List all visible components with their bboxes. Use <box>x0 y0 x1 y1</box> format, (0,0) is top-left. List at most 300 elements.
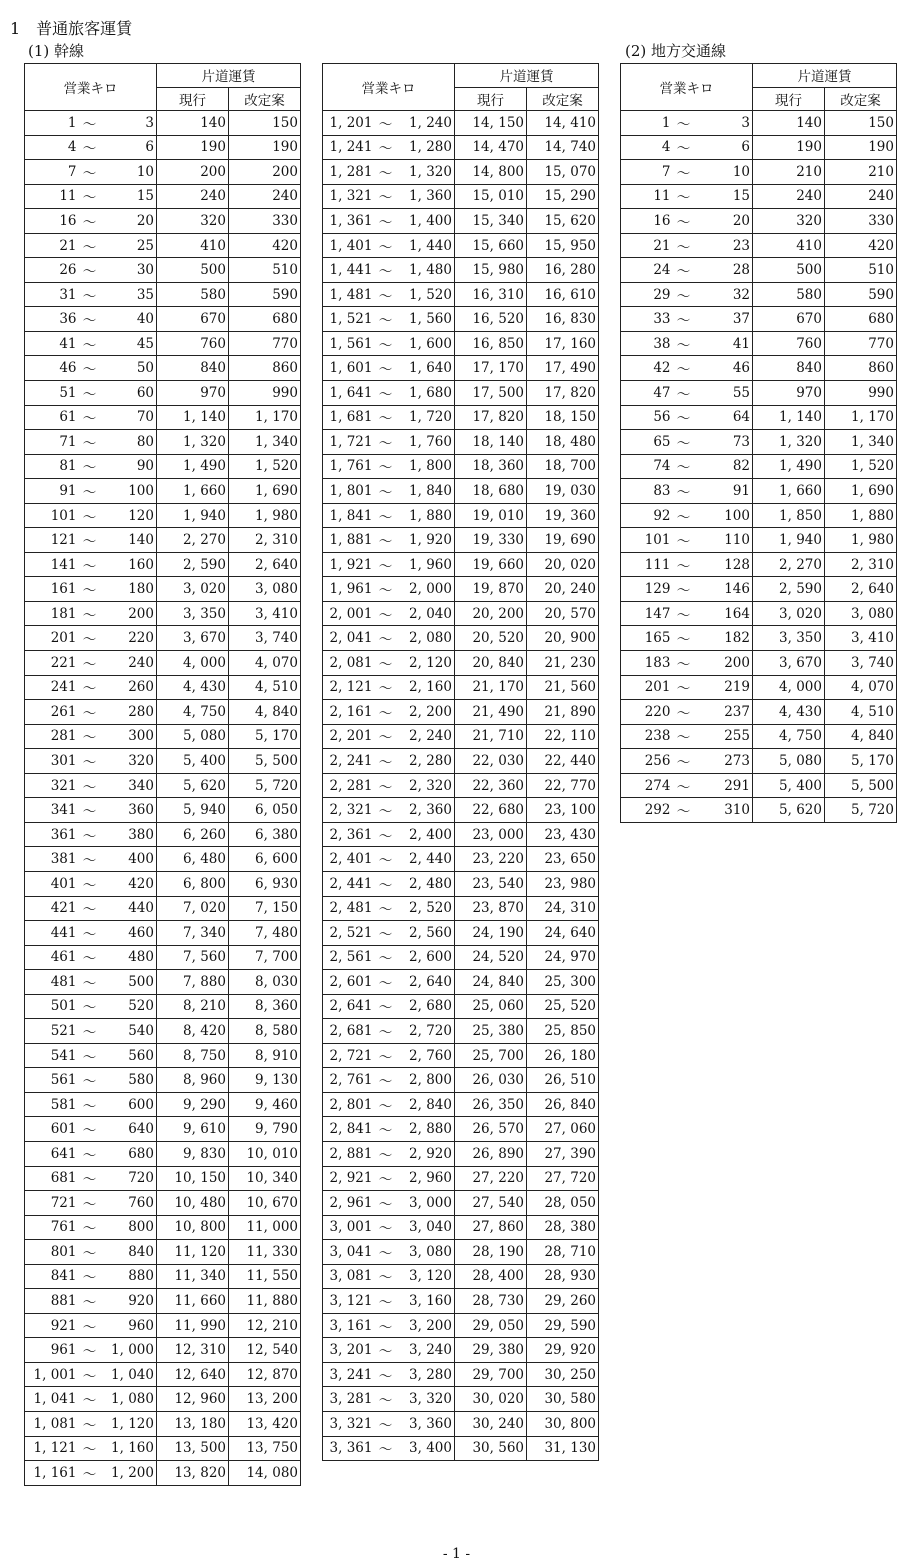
km-to: 1, 280 <box>397 135 455 160</box>
tilde: 〜 <box>375 1436 397 1461</box>
header-fare: 片道運賃 <box>157 64 301 88</box>
km-from: 238 <box>621 724 673 749</box>
fare-current: 22, 030 <box>455 749 527 774</box>
fare-proposed: 28, 050 <box>527 1191 599 1216</box>
table-row <box>323 626 599 651</box>
km-from: 11 <box>621 184 673 209</box>
km-from: 36 <box>25 307 79 332</box>
fare-proposed: 28, 380 <box>527 1215 599 1240</box>
km-to: 1, 960 <box>397 552 455 577</box>
table-row <box>621 233 897 258</box>
tilde: 〜 <box>79 528 101 553</box>
km-to: 41 <box>695 331 753 356</box>
fare-proposed: 860 <box>229 356 301 381</box>
km-from: 221 <box>25 651 79 676</box>
km-to: 360 <box>101 798 157 823</box>
tilde: 〜 <box>375 160 397 185</box>
km-to: 100 <box>101 479 157 504</box>
fare-current: 11, 660 <box>157 1289 229 1314</box>
fare-table-trunk-2 <box>322 63 599 1461</box>
km-from: 2, 121 <box>323 675 375 700</box>
km-from: 561 <box>25 1068 79 1093</box>
fare-current: 16, 850 <box>455 331 527 356</box>
km-to: 1, 320 <box>397 160 455 185</box>
km-from: 1, 281 <box>323 160 375 185</box>
tilde: 〜 <box>673 258 695 283</box>
fare-proposed: 15, 070 <box>527 160 599 185</box>
tilde: 〜 <box>79 1387 101 1412</box>
km-to: 6 <box>695 135 753 160</box>
fare-current: 5, 080 <box>157 724 229 749</box>
fare-proposed: 26, 180 <box>527 1043 599 1068</box>
km-from: 47 <box>621 381 673 406</box>
table-row <box>25 233 301 258</box>
fare-current: 24, 520 <box>455 945 527 970</box>
fare-proposed: 24, 310 <box>527 896 599 921</box>
km-to: 840 <box>101 1240 157 1265</box>
km-to: 1, 000 <box>101 1338 157 1363</box>
km-to: 680 <box>101 1141 157 1166</box>
tilde: 〜 <box>673 184 695 209</box>
fare-current: 10, 150 <box>157 1166 229 1191</box>
fare-current: 25, 380 <box>455 1019 527 1044</box>
km-from: 2, 481 <box>323 896 375 921</box>
fare-current: 1, 140 <box>753 405 825 430</box>
fare-current: 320 <box>157 209 229 234</box>
fare-current: 1, 660 <box>753 479 825 504</box>
fare-proposed: 24, 640 <box>527 921 599 946</box>
km-to: 240 <box>101 651 157 676</box>
table-row <box>323 331 599 356</box>
tilde: 〜 <box>79 111 101 136</box>
table-row <box>621 135 897 160</box>
table-row <box>25 552 301 577</box>
fare-current: 12, 310 <box>157 1338 229 1363</box>
km-to: 480 <box>101 945 157 970</box>
table-row <box>323 822 599 847</box>
fare-proposed: 4, 510 <box>229 675 301 700</box>
fare-proposed: 17, 160 <box>527 331 599 356</box>
km-from: 601 <box>25 1117 79 1142</box>
fare-current: 4, 000 <box>157 651 229 676</box>
table-row <box>25 1068 301 1093</box>
table-row <box>323 405 599 430</box>
tilde: 〜 <box>79 1191 101 1216</box>
table-row <box>323 896 599 921</box>
km-from: 16 <box>621 209 673 234</box>
table-row <box>621 651 897 676</box>
km-from: 1, 441 <box>323 258 375 283</box>
fare-proposed: 15, 620 <box>527 209 599 234</box>
table-row <box>25 1141 301 1166</box>
km-to: 560 <box>101 1043 157 1068</box>
km-from: 256 <box>621 749 673 774</box>
fare-proposed: 1, 880 <box>825 503 897 528</box>
tilde: 〜 <box>673 356 695 381</box>
table-row <box>621 675 897 700</box>
table-row <box>621 577 897 602</box>
tilde: 〜 <box>79 1313 101 1338</box>
fare-proposed: 770 <box>229 331 301 356</box>
km-from: 1, 241 <box>323 135 375 160</box>
km-from: 26 <box>25 258 79 283</box>
fare-proposed: 11, 550 <box>229 1264 301 1289</box>
tilde: 〜 <box>375 430 397 455</box>
tilde: 〜 <box>375 503 397 528</box>
tilde: 〜 <box>375 601 397 626</box>
fare-current: 6, 800 <box>157 871 229 896</box>
fare-proposed: 1, 170 <box>825 405 897 430</box>
km-to: 320 <box>101 749 157 774</box>
km-to: 400 <box>101 847 157 872</box>
tilde: 〜 <box>673 381 695 406</box>
km-to: 2, 520 <box>397 896 455 921</box>
km-from: 3, 081 <box>323 1264 375 1289</box>
fare-current: 10, 480 <box>157 1191 229 1216</box>
km-to: 440 <box>101 896 157 921</box>
tilde: 〜 <box>79 135 101 160</box>
fare-current: 3, 350 <box>753 626 825 651</box>
table-row <box>25 528 301 553</box>
fare-current: 23, 220 <box>455 847 527 872</box>
fare-current: 970 <box>157 381 229 406</box>
fare-current: 30, 020 <box>455 1387 527 1412</box>
fare-current: 410 <box>157 233 229 258</box>
km-to: 60 <box>101 381 157 406</box>
tilde: 〜 <box>79 1141 101 1166</box>
table-row <box>25 1362 301 1387</box>
fare-current: 25, 060 <box>455 994 527 1019</box>
fare-current: 1, 490 <box>157 454 229 479</box>
tilde: 〜 <box>375 1141 397 1166</box>
km-to: 32 <box>695 282 753 307</box>
fare-current: 30, 560 <box>455 1436 527 1461</box>
table-row <box>25 994 301 1019</box>
km-from: 2, 881 <box>323 1141 375 1166</box>
table-row <box>323 1313 599 1338</box>
km-from: 921 <box>25 1313 79 1338</box>
km-from: 41 <box>25 331 79 356</box>
km-from: 3, 321 <box>323 1411 375 1436</box>
fare-current: 4, 750 <box>753 724 825 749</box>
fare-current: 2, 270 <box>753 552 825 577</box>
km-from: 2, 961 <box>323 1191 375 1216</box>
fare-proposed: 150 <box>229 111 301 136</box>
fare-current: 5, 940 <box>157 798 229 823</box>
fare-proposed: 23, 430 <box>527 822 599 847</box>
fare-proposed: 4, 070 <box>229 651 301 676</box>
fare-current: 26, 890 <box>455 1141 527 1166</box>
fare-proposed: 14, 410 <box>527 111 599 136</box>
km-from: 341 <box>25 798 79 823</box>
table-row <box>25 1166 301 1191</box>
km-to: 300 <box>101 724 157 749</box>
table-row <box>323 1092 599 1117</box>
km-from: 71 <box>25 430 79 455</box>
km-to: 2, 120 <box>397 651 455 676</box>
tilde: 〜 <box>79 381 101 406</box>
tilde: 〜 <box>375 798 397 823</box>
tilde: 〜 <box>673 405 695 430</box>
tilde: 〜 <box>375 307 397 332</box>
fare-current: 15, 010 <box>455 184 527 209</box>
km-to: 1, 160 <box>101 1436 157 1461</box>
fare-current: 10, 800 <box>157 1215 229 1240</box>
km-from: 220 <box>621 700 673 725</box>
fare-current: 28, 730 <box>455 1289 527 1314</box>
fare-current: 7, 560 <box>157 945 229 970</box>
fare-current: 15, 980 <box>455 258 527 283</box>
fare-proposed: 4, 070 <box>825 675 897 700</box>
table-row <box>323 258 599 283</box>
header-proposed: 改定案 <box>229 87 301 111</box>
tilde: 〜 <box>375 233 397 258</box>
tilde: 〜 <box>79 700 101 725</box>
km-from: 46 <box>25 356 79 381</box>
fare-current: 140 <box>753 111 825 136</box>
table-row <box>621 503 897 528</box>
km-to: 255 <box>695 724 753 749</box>
fare-proposed: 11, 880 <box>229 1289 301 1314</box>
table-row <box>25 896 301 921</box>
km-to: 219 <box>695 675 753 700</box>
km-to: 1, 120 <box>101 1411 157 1436</box>
table-row <box>323 1436 599 1461</box>
km-to: 1, 680 <box>397 381 455 406</box>
fare-proposed: 4, 510 <box>825 700 897 725</box>
tilde: 〜 <box>79 577 101 602</box>
tilde: 〜 <box>375 1338 397 1363</box>
fare-current: 2, 270 <box>157 528 229 553</box>
tilde: 〜 <box>375 1313 397 1338</box>
table-row <box>25 700 301 725</box>
fare-proposed: 770 <box>825 331 897 356</box>
km-from: 21 <box>25 233 79 258</box>
tilde: 〜 <box>79 1215 101 1240</box>
header-km: 営業キロ <box>25 64 157 111</box>
fare-current: 8, 210 <box>157 994 229 1019</box>
fare-proposed: 25, 300 <box>527 970 599 995</box>
table-row <box>621 773 897 798</box>
table-row <box>323 1141 599 1166</box>
km-to: 760 <box>101 1191 157 1216</box>
fare-proposed: 990 <box>229 381 301 406</box>
km-from: 2, 721 <box>323 1043 375 1068</box>
km-to: 3, 280 <box>397 1362 455 1387</box>
fare-proposed: 16, 610 <box>527 282 599 307</box>
km-to: 280 <box>101 700 157 725</box>
fare-current: 18, 680 <box>455 479 527 504</box>
table-row <box>323 1362 599 1387</box>
km-to: 237 <box>695 700 753 725</box>
tilde: 〜 <box>79 896 101 921</box>
km-to: 640 <box>101 1117 157 1142</box>
km-to: 3, 200 <box>397 1313 455 1338</box>
km-from: 29 <box>621 282 673 307</box>
fare-proposed: 3, 080 <box>825 601 897 626</box>
km-to: 3 <box>101 111 157 136</box>
km-to: 146 <box>695 577 753 602</box>
km-from: 183 <box>621 651 673 676</box>
fare-proposed: 11, 330 <box>229 1240 301 1265</box>
tilde: 〜 <box>673 700 695 725</box>
fare-proposed: 26, 840 <box>527 1092 599 1117</box>
fare-proposed: 590 <box>825 282 897 307</box>
km-from: 2, 241 <box>323 749 375 774</box>
km-to: 80 <box>101 430 157 455</box>
km-to: 1, 840 <box>397 479 455 504</box>
table-row <box>25 135 301 160</box>
fare-proposed: 330 <box>229 209 301 234</box>
tilde: 〜 <box>79 1436 101 1461</box>
table-row <box>25 1289 301 1314</box>
tilde: 〜 <box>375 1092 397 1117</box>
table-row <box>323 552 599 577</box>
tilde: 〜 <box>375 921 397 946</box>
km-from: 7 <box>621 160 673 185</box>
fare-current: 30, 240 <box>455 1411 527 1436</box>
table-row <box>25 1043 301 1068</box>
fare-proposed: 17, 820 <box>527 381 599 406</box>
km-to: 1, 520 <box>397 282 455 307</box>
km-to: 15 <box>695 184 753 209</box>
table-row <box>621 454 897 479</box>
km-to: 64 <box>695 405 753 430</box>
fare-current: 27, 540 <box>455 1191 527 1216</box>
tilde: 〜 <box>79 1240 101 1265</box>
header-proposed: 改定案 <box>825 87 897 111</box>
table-row <box>323 1166 599 1191</box>
tilde: 〜 <box>79 454 101 479</box>
table-row <box>25 1461 301 1486</box>
table-row <box>25 479 301 504</box>
table-row <box>323 1117 599 1142</box>
tilde: 〜 <box>375 331 397 356</box>
km-to: 380 <box>101 822 157 847</box>
table-row <box>25 577 301 602</box>
fare-current: 1, 660 <box>157 479 229 504</box>
tilde: 〜 <box>375 970 397 995</box>
fare-proposed: 240 <box>229 184 301 209</box>
fare-proposed: 30, 580 <box>527 1387 599 1412</box>
km-to: 3 <box>695 111 753 136</box>
fare-current: 3, 670 <box>753 651 825 676</box>
fare-proposed: 3, 080 <box>229 577 301 602</box>
fare-proposed: 3, 410 <box>229 601 301 626</box>
km-to: 1, 240 <box>397 111 455 136</box>
fare-current: 12, 640 <box>157 1362 229 1387</box>
km-from: 1 <box>621 111 673 136</box>
table-row <box>25 331 301 356</box>
tilde: 〜 <box>79 1338 101 1363</box>
fare-current: 580 <box>753 282 825 307</box>
fare-proposed: 6, 930 <box>229 871 301 896</box>
km-to: 25 <box>101 233 157 258</box>
km-from: 761 <box>25 1215 79 1240</box>
km-to: 2, 680 <box>397 994 455 1019</box>
fare-proposed: 27, 060 <box>527 1117 599 1142</box>
km-from: 4 <box>621 135 673 160</box>
fare-current: 13, 180 <box>157 1411 229 1436</box>
km-from: 1, 681 <box>323 405 375 430</box>
table-row <box>621 282 897 307</box>
tilde: 〜 <box>375 528 397 553</box>
table-row <box>323 1191 599 1216</box>
table-row <box>323 1264 599 1289</box>
table-row <box>323 356 599 381</box>
fare-proposed: 10, 340 <box>229 1166 301 1191</box>
tilde: 〜 <box>375 1068 397 1093</box>
tilde: 〜 <box>375 1289 397 1314</box>
km-to: 340 <box>101 773 157 798</box>
fare-proposed: 14, 740 <box>527 135 599 160</box>
km-from: 1, 121 <box>25 1436 79 1461</box>
fare-current: 19, 870 <box>455 577 527 602</box>
fare-proposed: 1, 340 <box>825 430 897 455</box>
tilde: 〜 <box>673 651 695 676</box>
fare-current: 1, 850 <box>753 503 825 528</box>
km-to: 100 <box>695 503 753 528</box>
table-row <box>323 871 599 896</box>
table-row <box>25 381 301 406</box>
km-from: 31 <box>25 282 79 307</box>
tilde: 〜 <box>79 503 101 528</box>
fare-proposed: 5, 720 <box>825 798 897 823</box>
fare-current: 3, 670 <box>157 626 229 651</box>
table-row <box>323 1215 599 1240</box>
km-to: 91 <box>695 479 753 504</box>
km-to: 45 <box>101 331 157 356</box>
km-to: 3, 400 <box>397 1436 455 1461</box>
km-from: 2, 361 <box>323 822 375 847</box>
km-from: 3, 161 <box>323 1313 375 1338</box>
fare-current: 670 <box>157 307 229 332</box>
fare-proposed: 20, 570 <box>527 601 599 626</box>
km-from: 101 <box>25 503 79 528</box>
tilde: 〜 <box>375 700 397 725</box>
fare-current: 840 <box>753 356 825 381</box>
km-to: 1, 720 <box>397 405 455 430</box>
km-from: 74 <box>621 454 673 479</box>
fare-proposed: 510 <box>825 258 897 283</box>
fare-proposed: 680 <box>825 307 897 332</box>
fare-current: 8, 750 <box>157 1043 229 1068</box>
table-row <box>25 282 301 307</box>
km-to: 2, 280 <box>397 749 455 774</box>
km-to: 90 <box>101 454 157 479</box>
fare-proposed: 14, 080 <box>229 1461 301 1486</box>
km-from: 65 <box>621 430 673 455</box>
km-to: 880 <box>101 1264 157 1289</box>
fare-current: 23, 000 <box>455 822 527 847</box>
tilde: 〜 <box>375 847 397 872</box>
fare-current: 240 <box>157 184 229 209</box>
tilde: 〜 <box>673 111 695 136</box>
km-to: 200 <box>695 651 753 676</box>
km-from: 2, 081 <box>323 651 375 676</box>
tilde: 〜 <box>79 331 101 356</box>
fare-proposed: 1, 690 <box>229 479 301 504</box>
tilde: 〜 <box>79 307 101 332</box>
km-to: 110 <box>695 528 753 553</box>
tilde: 〜 <box>375 1215 397 1240</box>
km-to: 140 <box>101 528 157 553</box>
fare-current: 4, 000 <box>753 675 825 700</box>
fare-current: 1, 320 <box>157 430 229 455</box>
table-row <box>323 798 599 823</box>
tilde: 〜 <box>673 454 695 479</box>
table-row <box>25 1092 301 1117</box>
